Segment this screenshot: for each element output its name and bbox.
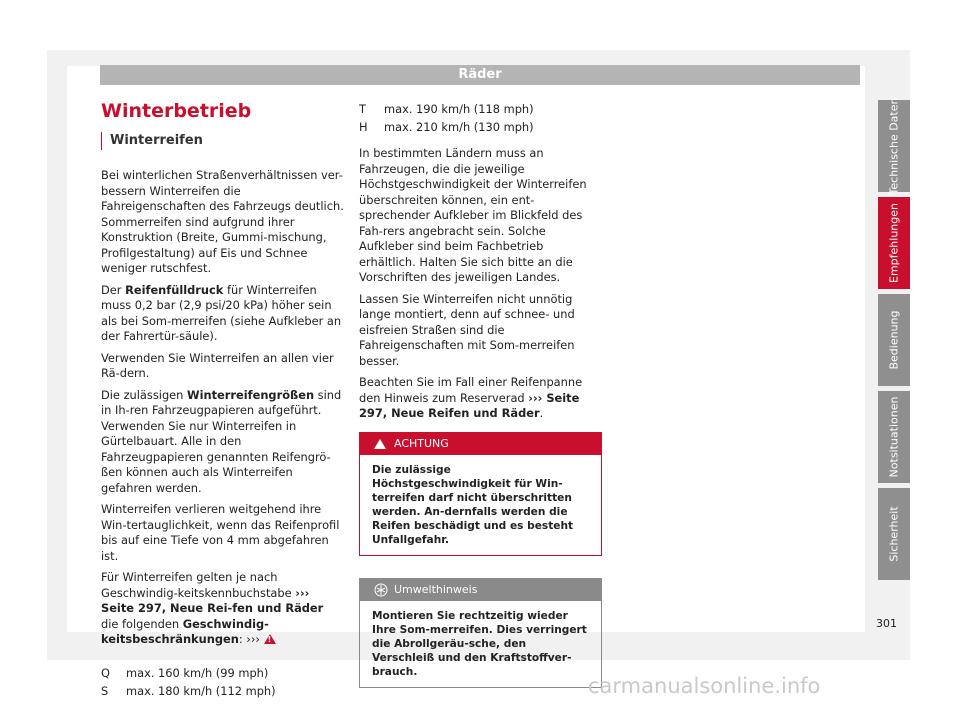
- warning-box: [359, 432, 602, 556]
- tab-notsituationen[interactable]: Notsituationen: [878, 391, 910, 483]
- paragraph: Beachten Sie im Fall einer Reifenpanne den Hinweis zum Reserverad ››› Seite 297, Neue Reifen und Räder.: [359, 375, 583, 420]
- speed-letter: T: [359, 102, 366, 116]
- paragraph: Der Reifenfülldruck für Winterreifen muss 0,2 bar (2,9 psi/20 kPa) höher sein als bei Som-merreifen (siehe Aufkleber an der Fahrertür-säule).: [101, 282, 342, 343]
- environment-title: Umwelthinweis: [394, 582, 478, 596]
- watermark: carmanualsonline.info: [588, 674, 821, 698]
- warning-title: ACHTUNG: [394, 436, 449, 450]
- bold-term: Winterreifengrößen: [187, 387, 315, 402]
- paragraph: In bestimmten Ländern muss an Fahrzeugen, die die jeweilige Höchstgeschwindigkeit der Winterreifen überschreiten können, ein ent-sprechender Aufkleber im Blickfeld des Fah-rers angebracht sein. Solche Aufkleber sind beim Fachbetrieb erhältlich. Halten Sie sich bitte an die Vorschriften des jeweiligen Landes.: [359, 146, 587, 284]
- environment-text: Montieren Sie rechtzeitig wieder Ihre Som-merreifen. Dies verringert die Abrollgeräu-sche, den Verschleiß und den Kraftstoffver-brauch.: [372, 609, 587, 678]
- warning-text: Die zulässige Höchstgeschwindigkeit für Win-terreifen darf nicht überschritten werden. An-dernfalls werden die Reifen beschädigt und es besteht Unfallgefahr.: [372, 463, 574, 546]
- left-column: [101, 100, 344, 700]
- right-column: [359, 100, 602, 688]
- paragraph: Bei winterlichen Straßenverhältnissen ver-bessern Winterreifen die Fahreigenschaften des Fahrzeugs deutlich. Sommerreifen sind aufgrund ihrer Konstruktion (Breite, Gummi-mischung, Profilgestaltung) auf Eis und Schnee weniger rutschfest.: [101, 168, 344, 275]
- environment-box: [359, 578, 602, 688]
- subsection-title: Winterreifen: [101, 132, 344, 150]
- speed-letter: H: [359, 120, 368, 134]
- warning-icon[interactable]: [264, 634, 276, 644]
- page-reference-link[interactable]: ››› Seite 297, Neue Reifen und Räder: [359, 390, 580, 420]
- paragraph: Für Winterreifen gelten je nach Geschwindig-keitskennbuchstabe ››› Seite 297, Neue Rei-fen und Räder die folgenden Geschwindig-keitsbeschränkungen: ››› !: [101, 570, 344, 648]
- environment-icon: [374, 583, 388, 597]
- page-reference-link[interactable]: ››› Seite 297, Neue Rei-fen und Räder: [101, 585, 324, 615]
- speed-value: max. 210 km/h (130 mph): [384, 120, 534, 134]
- tab-bedienung[interactable]: Bedienung: [878, 294, 910, 386]
- speed-row: [359, 100, 602, 118]
- warning-triangle-icon: [374, 439, 386, 449]
- paragraph: Lassen Sie Winterreifen nicht unnötig lange montiert, denn auf schnee- und eisfreien Straßen sind die Fahreigenschaften mit Som-merreifen besser.: [359, 291, 575, 368]
- speed-value: max. 190 km/h (118 mph): [384, 102, 534, 116]
- chapter-header: Räder: [100, 65, 860, 85]
- speed-row: [101, 682, 344, 700]
- bold-term: Geschwindig-keitsbeschränkungen: [101, 616, 269, 646]
- warning-header: [360, 433, 601, 455]
- environment-header: [360, 579, 601, 601]
- tab-empfehlungen[interactable]: Empfehlungen: [878, 197, 910, 289]
- tab-sicherheit[interactable]: Sicherheit: [878, 488, 910, 580]
- speed-value: max. 160 km/h (99 mph): [126, 665, 269, 680]
- speed-row: [101, 664, 344, 682]
- paragraph: Die zulässigen Winterreifengrößen sind in Ih-ren Fahrzeugpapieren aufgeführt. Verwenden Sie nur Winterreifen in Gürtelbauart. Alle in den Fahrzeugpapieren genannten Reifengrö-ßen können auch als Winterreifen gefahren werden.: [101, 387, 342, 495]
- speed-letter: S: [101, 683, 109, 698]
- paragraph: Verwenden Sie Winterreifen an allen vier Rä-dern.: [101, 350, 334, 380]
- speed-value: max. 180 km/h (112 mph): [126, 683, 276, 698]
- speed-letter: Q: [101, 665, 110, 680]
- page-number: 301: [876, 617, 897, 630]
- speed-row: [359, 118, 602, 136]
- section-title: Winterbetrieb: [101, 100, 252, 122]
- tab-technische-daten[interactable]: Technische Daten: [878, 100, 910, 192]
- paragraph: Winterreifen verlieren weitgehend ihre Win-tertauglichkeit, wenn das Reifenprofil bis auf eine Tiefe von 4 mm abgefahren ist.: [101, 502, 340, 563]
- bold-term: Reifenfülldruck: [125, 282, 224, 297]
